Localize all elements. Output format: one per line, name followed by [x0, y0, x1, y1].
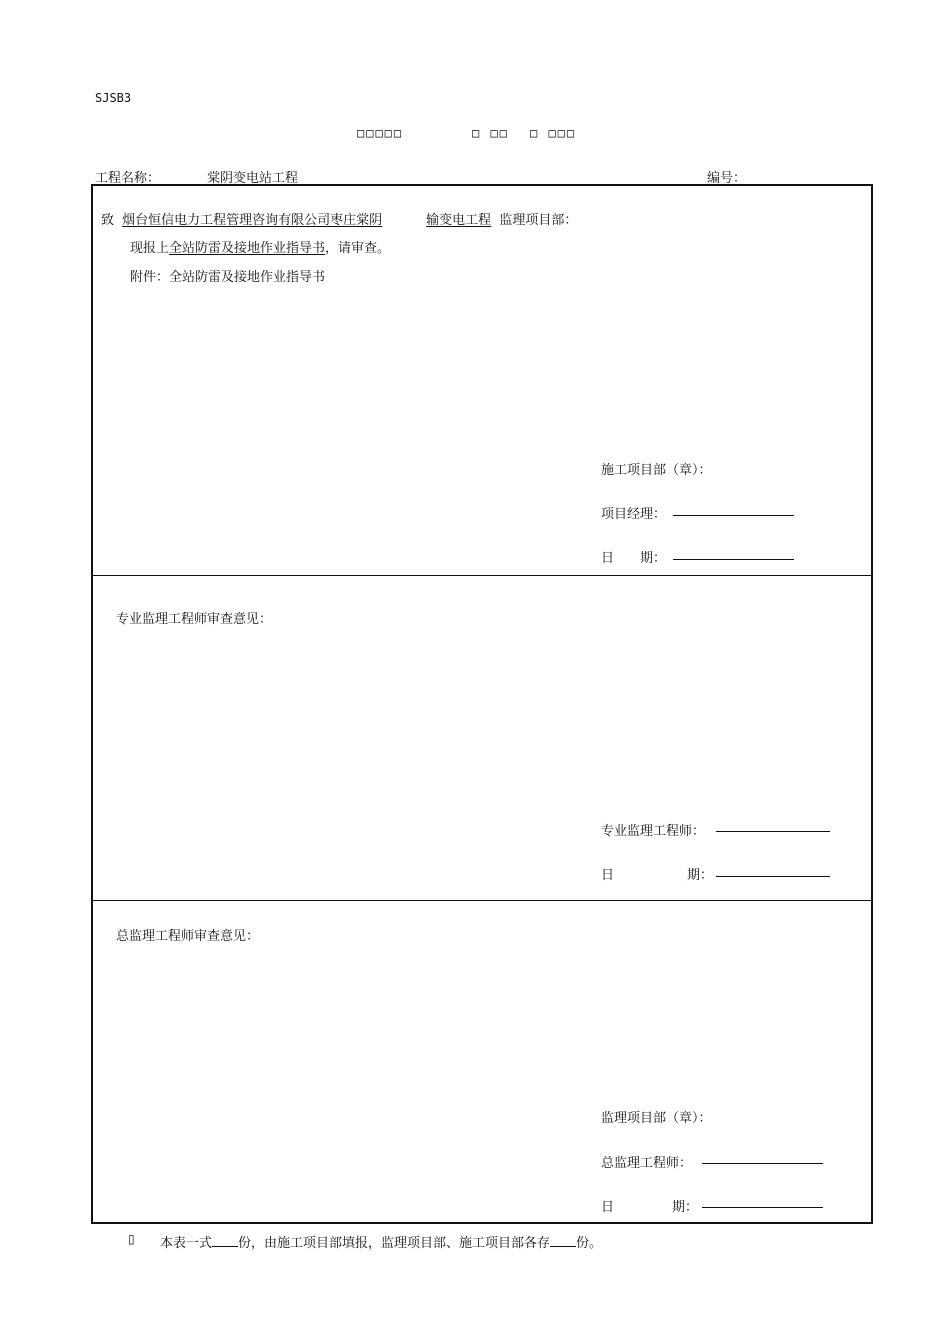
report-document: 全站防雷及接地作业指导书: [169, 241, 326, 256]
form-number-label: 编号：: [707, 171, 747, 186]
construction-dept-seal-label: 施工项目部（章）：: [601, 463, 712, 478]
addressee-line: [101, 209, 577, 228]
copies-blank[interactable]: [212, 1235, 238, 1247]
section1-date-line[interactable]: [673, 559, 794, 560]
form-title-part-1: □□□□□: [357, 126, 404, 140]
report-suffix: ，请审查。: [325, 241, 391, 256]
footer-note: [160, 1232, 602, 1251]
form-code: SJSB3: [95, 91, 132, 105]
chief-engineer-label: 总监理工程师：: [601, 1156, 693, 1171]
project-name-label: 工程名称：: [95, 171, 161, 186]
report-line: [130, 237, 390, 256]
project-manager-signature-line[interactable]: [673, 515, 794, 516]
chief-engineer-signature-line[interactable]: [702, 1163, 823, 1164]
specialist-engineer-label: 专业监理工程师：: [601, 824, 706, 839]
footer-bullet: ▯: [128, 1232, 135, 1246]
specialist-engineer-signature-line[interactable]: [716, 831, 830, 832]
project-name-value: 棠阴变电站工程: [207, 171, 299, 186]
section-divider-2: [91, 900, 873, 901]
section3-date-line[interactable]: [702, 1207, 823, 1208]
section2-date-line[interactable]: [716, 876, 830, 877]
addressee-project: 输变电工程: [426, 213, 492, 228]
addressee-suffix: 监理项目部：: [499, 213, 578, 228]
chief-review-heading: 总监理工程师审查意见：: [116, 929, 260, 944]
report-prefix: 现报上: [130, 241, 170, 256]
section-divider-1: [91, 575, 873, 576]
section3-date-label-left: 日: [601, 1200, 615, 1215]
section2-date-label-left: 日: [601, 868, 615, 883]
addressee-blank: [382, 213, 426, 228]
attachment-line: 附件：全站防雷及接地作业指导书: [130, 270, 326, 285]
specialist-review-heading: 专业监理工程师审查意见：: [116, 612, 273, 627]
footer-text-3: 份。: [576, 1236, 603, 1251]
addressee-prefix: 致: [101, 213, 115, 228]
footer-text-1: 本表一式: [160, 1236, 213, 1251]
form-title-part-2: □ □□: [472, 126, 509, 140]
section2-date-label-right: 期：: [687, 868, 714, 883]
copies-each-blank[interactable]: [550, 1235, 576, 1247]
section3-date-label-right: 期：: [672, 1200, 699, 1215]
section1-date-label: 日 期：: [601, 551, 667, 566]
form-frame: [91, 184, 873, 1224]
footer-text-2: 份，由施工项目部填报，监理项目部、施工项目部各存: [238, 1236, 551, 1251]
form-title-part-3: □ □□□: [530, 126, 577, 140]
project-manager-label: 项目经理：: [601, 507, 667, 522]
supervision-dept-seal-label: 监理项目部（章）：: [601, 1111, 712, 1126]
addressee-company: 烟台恒信电力工程管理咨询有限公司枣庄棠阴: [122, 213, 383, 228]
